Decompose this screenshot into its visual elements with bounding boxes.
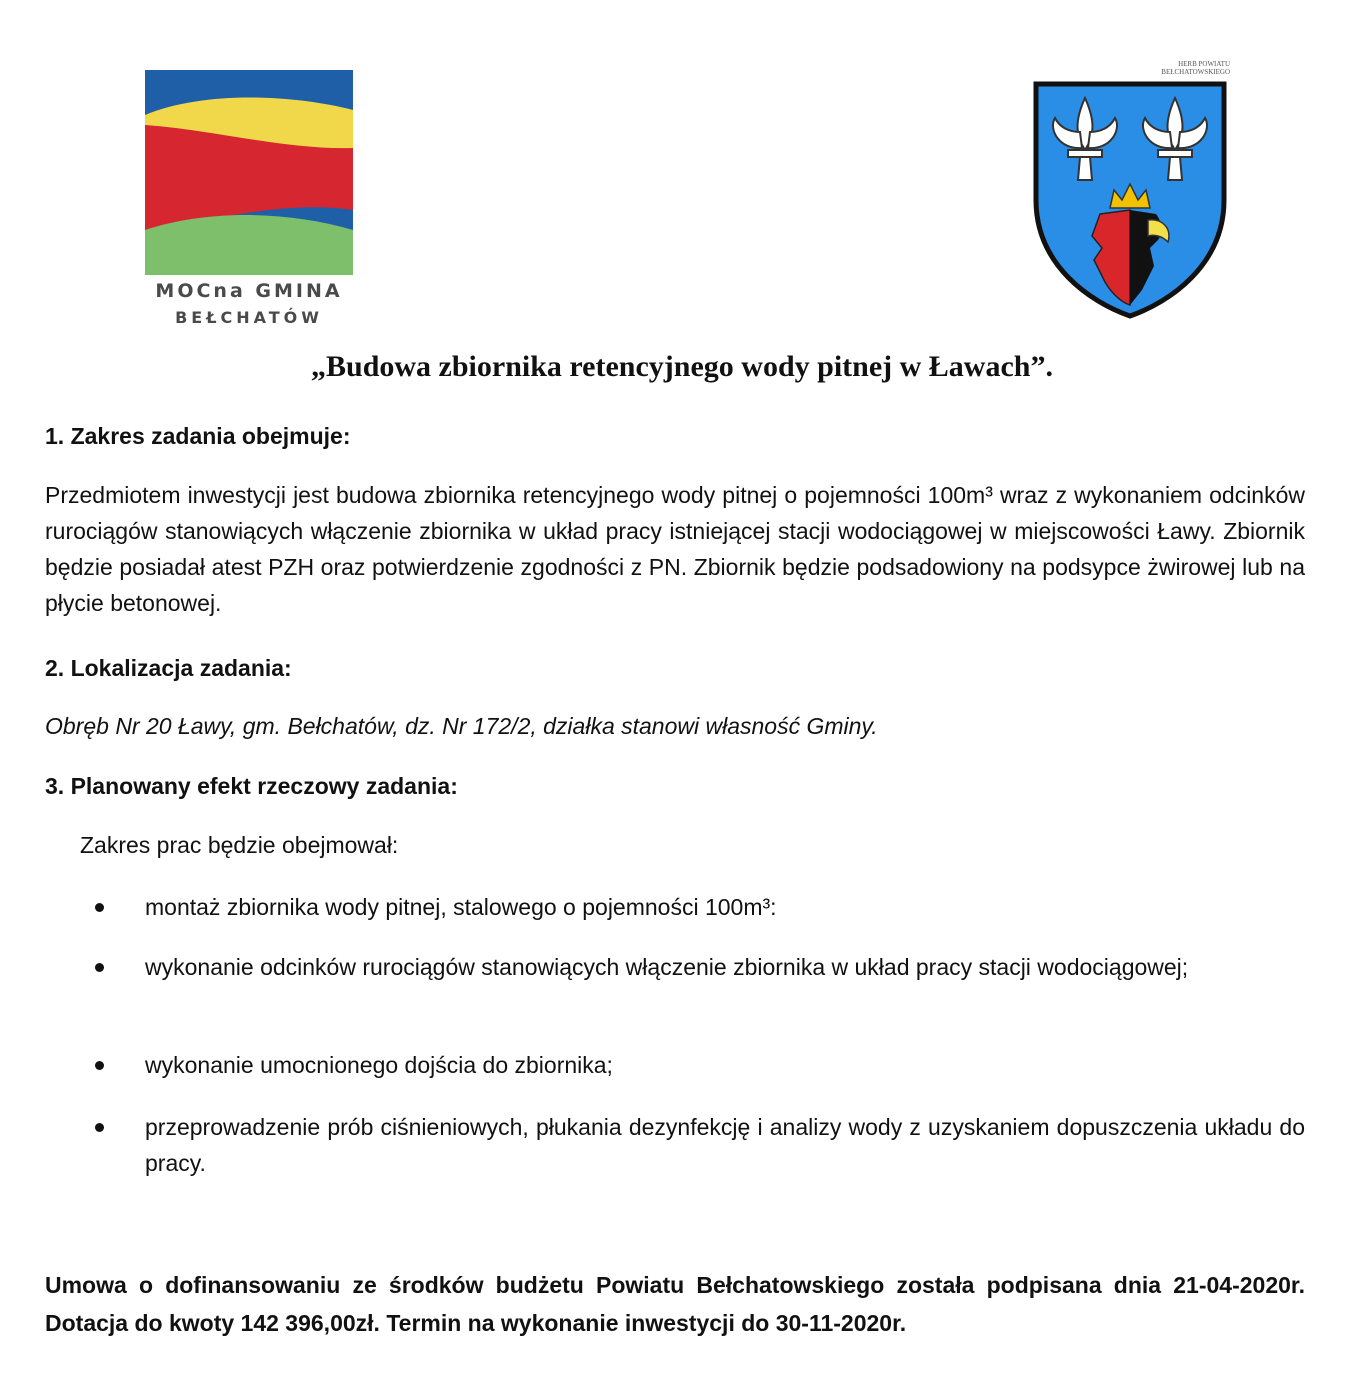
logo-text-line2: BEŁCHATÓW (175, 308, 323, 327)
section2-heading: 2. Lokalizacja zadania: (45, 655, 292, 681)
logo-text-line1: MOCna GMINA (155, 280, 343, 302)
section1-body: Przedmiotem inwestycji jest budowa zbiornika retencyjnego wody pitnej o pojemności 100m³ wraz z wykonaniem odcinków rurociągów stanowiących włączenie zbiornika w układ pracy istniejącej stacji wodociągowej w miejscowości Ławy. Zbiornik będzie posiadał atest PZH oraz potwierdzenie zgodności z PN. Zbiornik będzie podsadowiony na podsypce żwirowej lub na płycie betonowej. (45, 482, 1305, 616)
crest-caption-line1: HERB POWIATU (1178, 60, 1230, 68)
bullet-icon (95, 1061, 104, 1070)
powiat-coat-of-arms (1030, 60, 1230, 322)
funding-agreement-note: Umowa o dofinansowaniu ze środków budżetu Powiatu Bełchatowskiego została podpisana dnia 21-04-2020r. Dotacja do kwoty 142 396,00zł. Termin na wykonanie inwestycji do 30-11-2020r. (45, 1272, 1305, 1336)
gmina-belchatow-logo (145, 70, 353, 330)
crest-caption (1030, 60, 1230, 76)
bullet-icon (95, 1123, 104, 1132)
list-item-text: montaż zbiornika wody pitnej, stalowego o pojemności 100m³: (145, 894, 777, 920)
section3-heading: 3. Planowany efekt rzeczowy zadania: (45, 773, 458, 799)
section1-heading: 1. Zakres zadania obejmuje: (45, 423, 351, 449)
crest-shield-icon (1030, 80, 1230, 320)
list-item-text: wykonanie umocnionego dojścia do zbiornika; (145, 1052, 613, 1078)
section2-body: Obręb Nr 20 Ławy, gm. Bełchatów, dz. Nr 172/2, działka stanowi własność Gminy. (45, 713, 878, 739)
section3-intro: Zakres prac będzie obejmował: (80, 832, 399, 858)
gmina-logo-graphic (145, 70, 353, 275)
bullet-icon (95, 903, 104, 912)
bullet-icon (95, 963, 104, 972)
list-item-text: wykonanie odcinków rurociągów stanowiących włączenie zbiornika w układ pracy stacji wodociągowej; (145, 954, 1189, 980)
list-item-text: przeprowadzenie prób ciśnieniowych, płukania dezynfekcję i analizy wody z uzyskaniem dopuszczenia układu do pracy. (145, 1114, 1305, 1176)
document-title: „Budowa zbiornika retencyjnego wody pitnej w Ławach”. (311, 350, 1053, 383)
crest-caption-line2: BEŁCHATOWSKIEGO (1161, 68, 1230, 76)
